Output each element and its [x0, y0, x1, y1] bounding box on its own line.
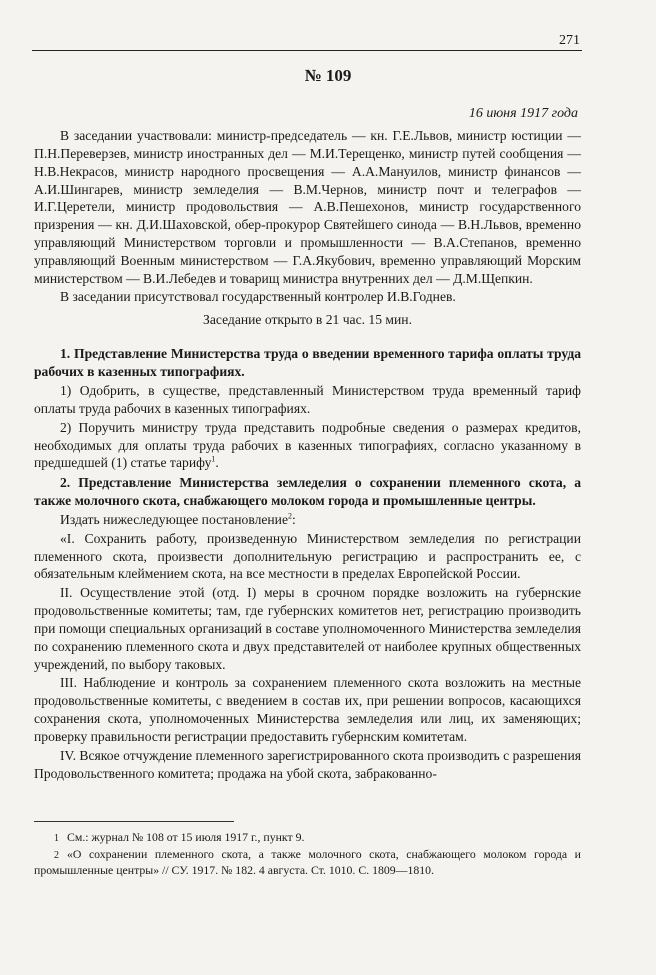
item-1-title: 1. Представление Министерства труда о введении временного тарифа оплаты труда рабочих в казенных типографиях.: [34, 346, 581, 380]
item-1-point-2: 2) Поручить министру труда представить подробные сведения о размерах кредитов, необходимых для оплаты труда рабочих в казенных типографиях, согласно указанному в предшедшей (1) статье тарифу$^1$.: [34, 419, 581, 471]
session-opened: Заседание открыто в 21 час. 15 мин.: [203, 312, 412, 328]
footnote-2: [34, 847, 581, 879]
footnote-1: [34, 830, 581, 847]
item-2-intro: [34, 511, 581, 529]
document-body: [34, 127, 581, 783]
footnote-rule: [34, 821, 234, 822]
clause-4: IV. Всякое отчуждение племенного зарегистрированного скота производить с разрешения Продовольственного комитета; продажа на убой скота, забракованно-: [34, 747, 581, 781]
footnote-2-text: «О сохранении племенного скота, а также молочного скота, снабжающего молоком города и промышленные центры» // СУ. 1917. № 182. 4 августа. Ст. 1010. С. 1809—1810.: [34, 846, 581, 877]
item-2-title: 2. Представление Министерства земледелия о сохранении племенного скота, а также молочного скота, снабжающего молоком города и промышленные центры.: [34, 475, 581, 509]
present-paragraph: В заседании присутствовал государственный контролер И.В.Годнев.: [60, 288, 456, 304]
page-number: 271: [559, 33, 580, 48]
clause-3: III. Наблюдение и контроль за сохранением племенного скота возложить на местные продовольственные комитеты, с введением в состав их, при решении вопросов, касающихся сохранения скота, уполномоченных Министерства земледелия или лиц, их заменяющих; проверку правильности регистрации предоставить губернским комитетам.: [34, 675, 581, 744]
footnote-ref-2: 2: [287, 511, 292, 521]
document-date: 16 июня 1917 года: [468, 106, 578, 121]
item-1-point-2-text: 2) Поручить министру труда представить подробные сведения о размерах кредитов, необходимых для оплаты труда рабочих в казенных типографиях, согласно указанному в предшедшей (1) статье тарифу: [34, 419, 581, 471]
clause-2: II. Осуществление этой (отд. I) меры в срочном порядке возложить на губернские продовольственные комитеты; там, где губернских комитетов нет, регистрацию производить при помощи специальных организаций в составе уполномоченного Министерства земледелия по сохранению племенного скота и двух представителей от наиболее крупных общественных учреждений, по выбору таковых.: [34, 585, 581, 672]
footnote-2-mark: 2: [54, 849, 59, 861]
footnote-1-mark: 1: [54, 833, 59, 844]
item-2-intro-text: Издать нижеследующее постановление: [60, 511, 288, 527]
participants-paragraph: В заседании участвовали: министр-председатель — кн. Г.Е.Львов, министр юстиции — П.Н.Переверзев, министр иностранных дел — М.И.Терещенко, министр путей сообщения — Н.В.Некрасов, министр народного просвещения — А.А.Мануилов, министр финансов — А.И.Шингарев, министр земледелия — В.М.Чернов, министр почт и телеграфов — И.Г.Церетели, министр продовольствия — А.В.Пешехонов, министр государственного призрения — кн. Д.И.Шаховской, обер-прокурор Святейшего синода — В.Н.Львов, временно управляющий Министерством торговли и промышленности — В.А.Степанов, временно управляющий Военным министерством — Г.А.Якубович, временно управляющий Морским министерством — В.И.Лебедев и товарищ министра внутренних дел — Д.М.Щепкин.: [34, 128, 581, 286]
footnotes: [34, 830, 581, 879]
header-rule: [32, 50, 582, 51]
footnote-ref-1: 1: [211, 454, 216, 464]
document-number: № 109: [304, 66, 352, 85]
footnote-1-text: См.: журнал № 108 от 15 июля 1917 г., пункт 9.: [67, 830, 305, 844]
clause-1: «I. Сохранить работу, произведенную Министерством земледелия по регистрации племенного скота, произвести дополнительную регистрацию и распространить ее, с обязательным клеймением скота, на все местности в пределах Европейской России.: [34, 530, 581, 582]
item-2-intro-end: :: [291, 511, 296, 527]
item-1-point-1: 1) Одобрить, в существе, представленный Министерством труда временный тариф оплаты труда рабочих в казенных типографиях.: [34, 382, 581, 416]
